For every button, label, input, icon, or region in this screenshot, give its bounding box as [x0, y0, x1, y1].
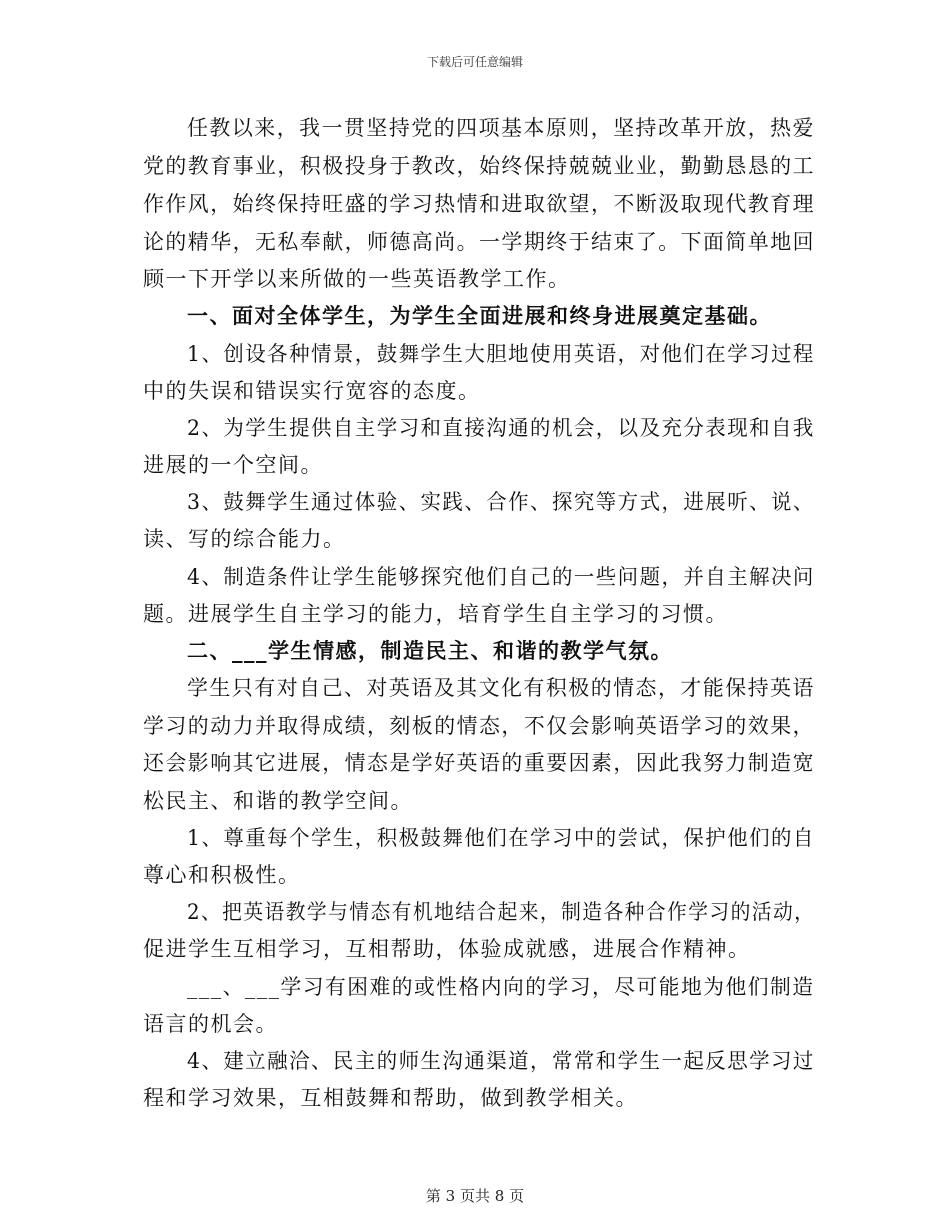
paragraph-line: 语言的机会。: [143, 1012, 278, 1036]
paragraph-line: 学生只有对自己、对英语及其文化有积极的情态，才能保持英语: [187, 676, 815, 700]
paragraph-line: 任教以来，我一贯坚持党的四项基本原则，坚持改革开放，热爱: [187, 116, 815, 140]
paragraph-line: 1、创设各种情景，鼓舞学生大胆地使用英语，对他们在学习过程: [187, 342, 815, 366]
paragraph-line: 3、鼓舞学生通过体验、实践、合作、探究等方式，进展听、说、: [187, 490, 815, 514]
paragraph-line: 党的教育事业，积极投身于教改，始终保持兢兢业业，勤勤恳恳的工: [143, 154, 816, 178]
paragraph-line: 题。进展学生自主学习的能力，培育学生自主学习的习惯。: [143, 602, 728, 626]
paragraph-line: 论的精华，无私奉献，师德高尚。一学期终于结束了。下面简单地回: [143, 230, 816, 254]
paragraph-line: 2、为学生提供自主学习和直接沟通的机会，以及充分表现和自我: [187, 416, 815, 440]
paragraph-line: 还会影响其它进展，情态是学好英语的重要因素，因此我努力制造宽: [143, 751, 816, 775]
paragraph-line: 4、建立融洽、民主的师生沟通渠道，常常和学生一起反思学习过: [187, 1049, 815, 1073]
paragraph-line: 尊心和积极性。: [143, 863, 301, 887]
paragraph-line: 2、把英语教学与情态有机地结合起来，制造各种合作学习的活动，: [187, 900, 816, 924]
paragraph-line: 松民主、和谐的教学空间。: [143, 789, 413, 813]
paragraph-line: ___、___学习有困难的或性格内向的学习，尽可能地为他们制造: [187, 975, 815, 999]
paragraph-line: 1、尊重每个学生，积极鼓舞他们在学习中的尝试，保护他们的自: [187, 826, 815, 850]
page-header: 下载后可任意编辑: [426, 55, 523, 69]
page-footer: 第 3 页共 8 页: [425, 1187, 525, 1205]
paragraph-line: 作作风，始终保持旺盛的学习热情和进取欲望，不断汲取现代教育理: [143, 192, 816, 216]
paragraph-line: 程和学习效果，互相鼓舞和帮助，做到教学相关。: [143, 1086, 638, 1110]
paragraph-line: 学习的动力并取得成绩，刻板的情态，不仅会影响英语学习的效果，: [143, 714, 816, 738]
paragraph-line: 读、写的综合能力。: [143, 527, 346, 551]
paragraph-line: 促进学生互相学习，互相帮助，体验成就感，进展合作精神。: [143, 937, 751, 961]
section-heading: 一、面对全体学生，为学生全面进展和终身进展奠定基础。: [187, 303, 772, 328]
paragraph-line: 中的失误和错误实行宽容的态度。: [143, 379, 481, 403]
section-heading: 二、___学生情感，制造民主、和谐的教学气氛。: [187, 638, 673, 663]
paragraph-line: 进展的一个空间。: [143, 453, 323, 477]
paragraph-line: 4、制造条件让学生能够探究他们自己的一些问题，并自主解决问: [187, 565, 815, 589]
paragraph-line: 顾一下开学以来所做的一些英语教学工作。: [143, 267, 571, 291]
